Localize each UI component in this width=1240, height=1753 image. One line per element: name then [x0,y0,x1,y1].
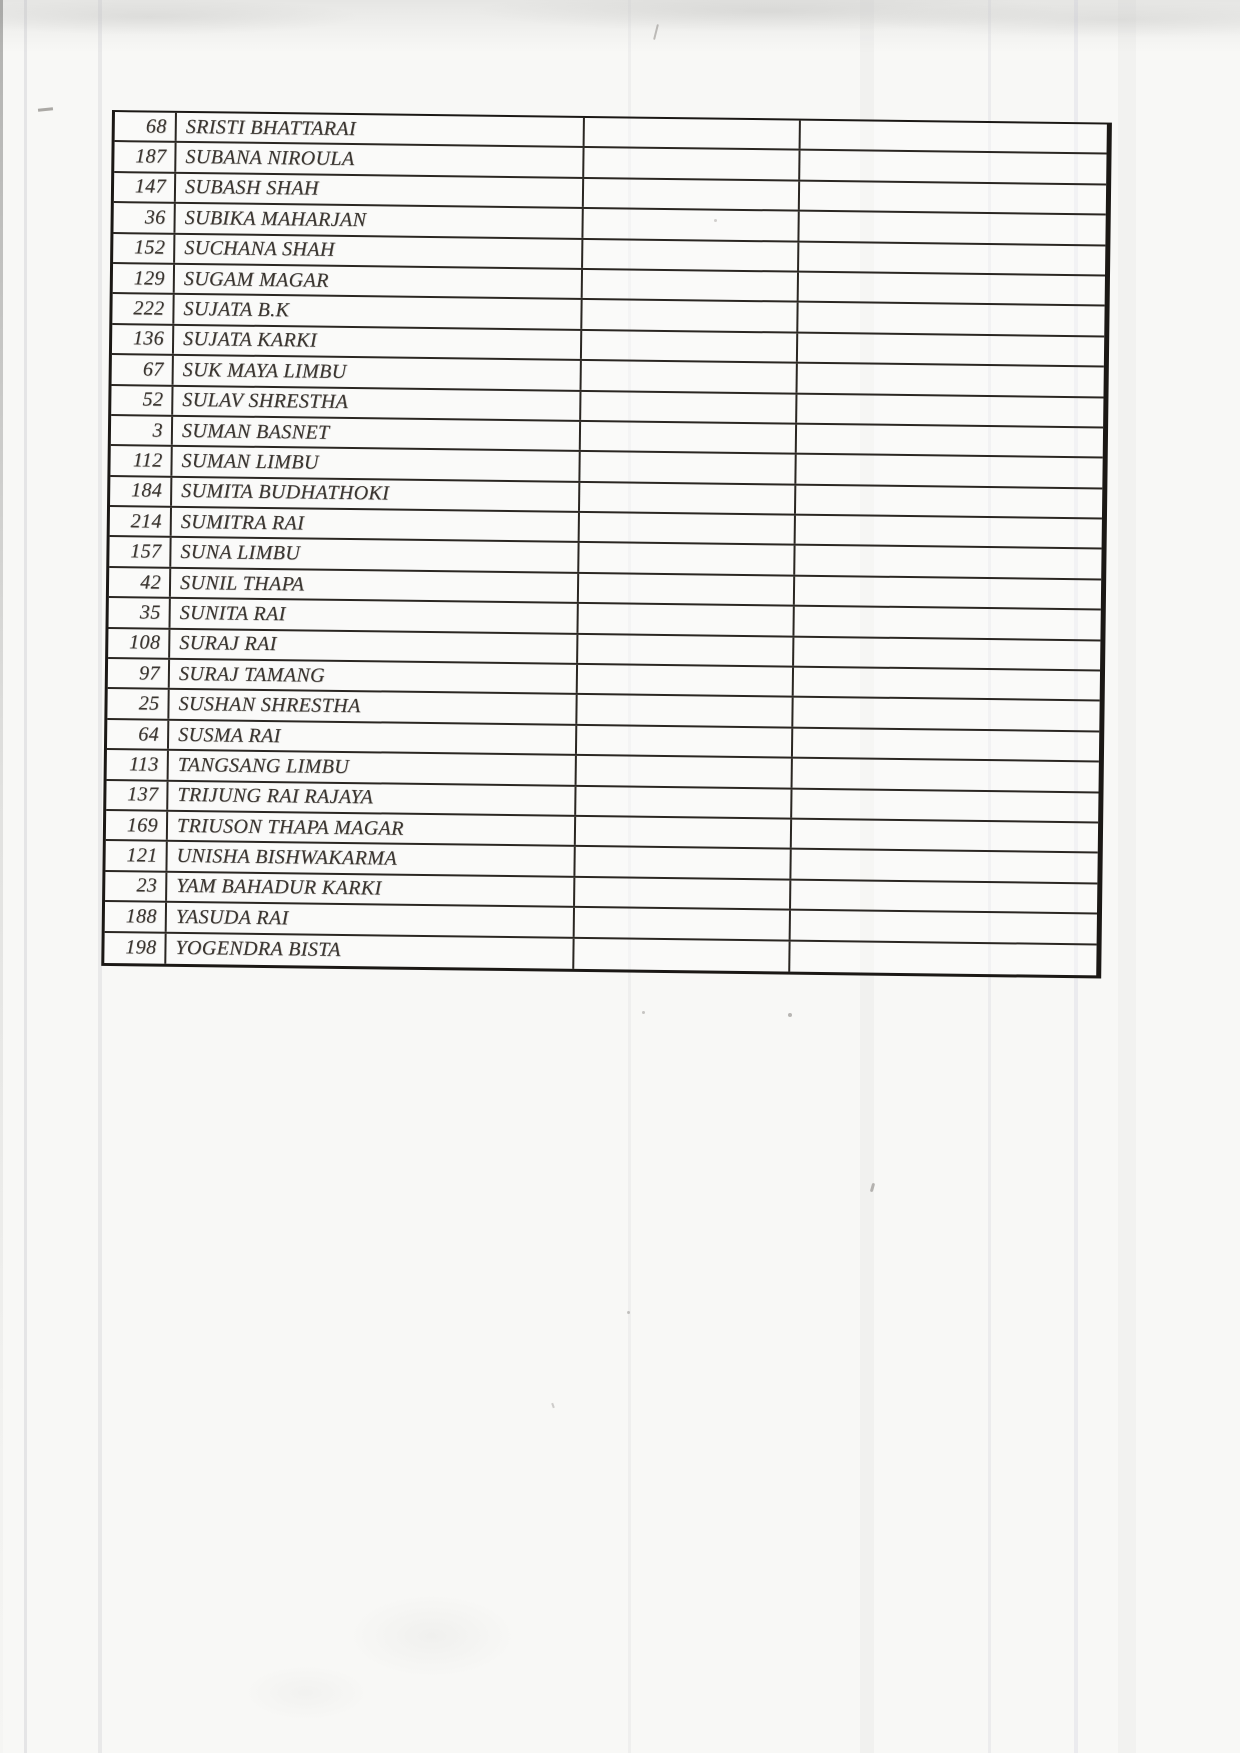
roll-number-cell: 108 [128,631,161,654]
name-cell: TANGSANG LIMBU [167,751,575,785]
empty-cell-1 [581,209,797,240]
empty-cell-2 [792,668,1100,700]
scan-speck [551,1403,555,1408]
scan-speck [38,107,53,112]
empty-cell-1 [582,148,798,179]
roll-number-cell: 68 [145,115,167,138]
empty-cell-1 [581,239,797,270]
roll-number-cell: 25 [138,692,160,715]
name-cell: UNISHA BISHWAKARMA [165,842,573,876]
scan-noise-patch [180,1560,600,1750]
name-cell: SUJATA KARKI [172,326,580,360]
scan-speck [627,1311,630,1314]
name-cell: SULAV SHRESTHA [171,386,579,420]
empty-cell-1 [575,726,791,757]
roll-number-cell: 222 [133,297,165,320]
empty-cell-1 [579,422,795,453]
empty-cell-1 [572,938,788,971]
name-cell: SUBANA NIROULA [174,143,582,177]
empty-cell-2 [798,181,1106,213]
roll-number-cell: 42 [140,570,162,594]
roll-number-cell: 3 [152,419,164,442]
name-cell: YAM BAHADUR KARKI [165,872,573,906]
empty-cell-2 [790,820,1098,852]
name-cell: SRISTI BHATTARAI [175,113,583,147]
roll-number-cell: 97 [138,662,161,685]
roll-number-cell: 169 [126,813,159,837]
name-cell: SUMITA BUDHATHOKI [170,477,578,511]
empty-cell-1 [575,695,791,726]
name-cell: SUNIL THAPA [169,569,577,603]
empty-cell-2 [793,576,1101,608]
roll-number-cell: 214 [130,510,162,533]
empty-cell-1 [579,391,795,422]
empty-cell-1 [583,118,799,149]
empty-cell-2 [791,698,1099,730]
name-cell: SUBIKA MAHARJAN [173,204,581,238]
empty-cell-2 [790,789,1098,821]
roll-number-cell: 137 [127,783,159,806]
roll-number-cell: 129 [133,266,166,290]
name-list-table [101,110,1112,978]
name-cell: SUSHAN SHRESTHA [167,690,575,724]
name-cell: SUMITRA RAI [170,508,578,542]
name-cell: SUBASH SHAH [174,174,582,208]
empty-cell-1 [573,908,789,939]
empty-cell-2 [794,485,1102,517]
name-cell: SUMAN LIMBU [170,447,578,481]
empty-cell-1 [576,604,792,635]
empty-cell-2 [797,242,1105,274]
roll-number-cell: 188 [125,905,158,928]
empty-cell-1 [574,786,790,817]
empty-cell-2 [792,637,1100,669]
empty-cell-2 [797,273,1105,305]
scan-speck [642,1011,645,1014]
name-cell: TRIJUNG RAI RAJAYA [166,781,574,815]
empty-cell-2 [795,425,1103,457]
empty-cell-1 [582,179,798,210]
empty-cell-1 [580,300,796,331]
empty-cell-1 [575,756,791,787]
roll-number-cell: 198 [125,936,157,959]
empty-cell-2 [794,516,1102,548]
roll-number-cell: 184 [130,479,163,503]
roll-number-cell: 147 [134,175,167,199]
empty-cell-2 [791,728,1099,760]
name-cell: TRIUSON THAPA MAGAR [166,812,574,846]
roll-number-cell: 35 [139,601,161,624]
empty-cell-2 [797,212,1105,244]
name-cell: YOGENDRA BISTA [164,933,572,969]
name-cell: SUGAM MAGAR [173,265,581,299]
name-cell: SURAJ TAMANG [168,660,576,694]
empty-cell-2 [798,151,1106,183]
roll-number-cell: 136 [132,327,165,351]
scan-top-shadow-band [0,0,1240,56]
name-cell: SUCHANA SHAH [173,234,581,268]
empty-cell-1 [576,665,792,696]
empty-cell-1 [578,452,794,483]
empty-cell-1 [573,878,789,909]
empty-cell-1 [578,483,794,514]
empty-cell-1 [580,361,796,392]
empty-cell-2 [796,303,1104,335]
empty-cell-2 [796,333,1104,365]
roll-number-cell: 187 [135,145,167,168]
empty-cell-2 [788,941,1096,975]
empty-cell-2 [799,121,1107,153]
roll-number-cell: 157 [130,540,162,563]
empty-cell-2 [794,455,1102,487]
name-cell: SUNA LIMBU [169,538,577,572]
roll-number-cell: 64 [138,722,160,746]
name-cell: SUMAN BASNET [171,417,579,451]
empty-cell-2 [789,880,1097,912]
scan-speck [788,1013,792,1017]
roll-number-cell: 52 [142,388,164,411]
empty-cell-1 [581,270,797,301]
name-cell: SUK MAYA LIMBU [172,356,580,390]
roll-number-cell: 67 [142,358,164,381]
name-cell: YASUDA RAI [165,903,573,937]
empty-cell-1 [576,635,792,666]
name-cell: SUJATA B.K [172,295,580,329]
empty-cell-2 [789,911,1097,943]
scan-speck [870,1183,875,1192]
empty-cell-1 [574,817,790,848]
empty-cell-2 [796,364,1104,396]
name-cell: SURAJ RAI [168,629,576,663]
empty-cell-2 [793,546,1101,578]
empty-cell-1 [578,513,794,544]
scan-streak [1118,0,1136,1753]
empty-cell-1 [580,331,796,362]
name-cell: SUSMA RAI [167,721,575,755]
empty-cell-1 [577,543,793,574]
roll-number-cell: 152 [133,236,166,259]
empty-cell-2 [789,850,1097,882]
name-cell: SUNITA RAI [169,599,577,633]
scan-streak [24,0,27,1753]
roll-number-cell: 112 [132,449,163,472]
roll-number-cell: 121 [126,844,158,867]
roll-number-cell: 36 [144,206,166,229]
empty-cell-2 [791,759,1099,791]
empty-cell-1 [577,574,793,605]
empty-cell-1 [573,847,789,878]
scan-left-edge-shadow [0,0,3,1753]
empty-cell-2 [795,394,1103,426]
roll-number-cell: 23 [136,874,158,898]
roll-number-cell: 113 [128,753,159,776]
empty-cell-2 [792,607,1100,639]
